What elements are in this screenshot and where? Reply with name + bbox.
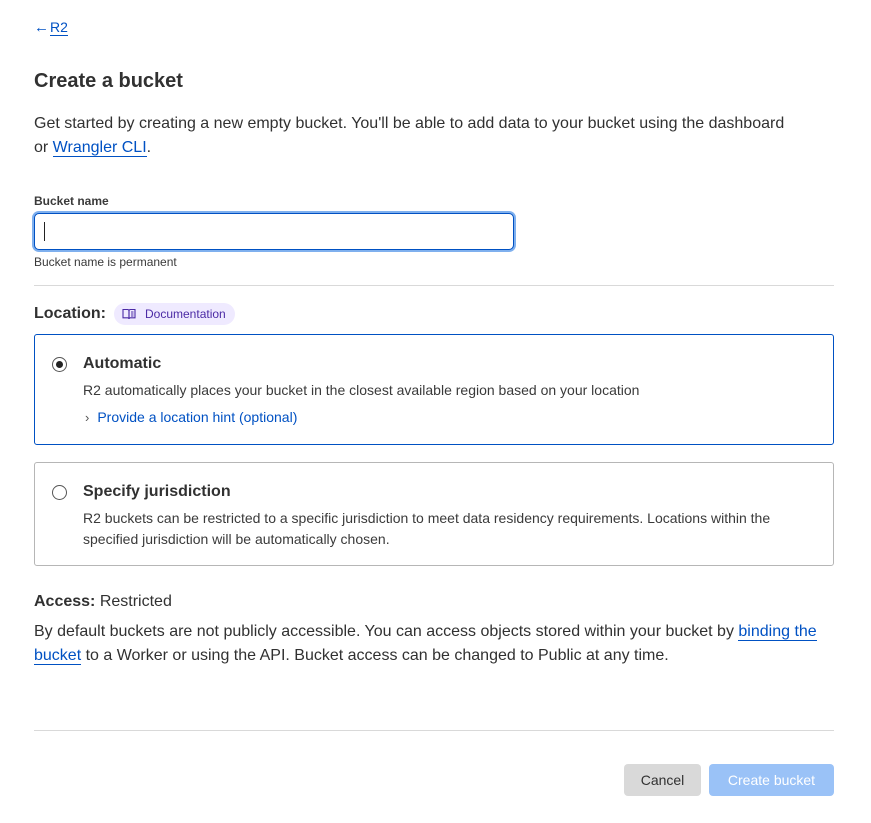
- access-desc-end: to a Worker or using the API. Bucket access can be changed to Public at any time.: [81, 647, 669, 664]
- access-description: [34, 620, 824, 668]
- create-bucket-button[interactable]: Create bucket: [709, 764, 834, 796]
- documentation-badge[interactable]: [114, 303, 235, 325]
- location-hint-toggle[interactable]: [85, 409, 297, 425]
- access-desc-start: By default buckets are not publicly accessible. You can access objects stored within your bucket by: [34, 623, 739, 640]
- bucket-name-label: Bucket name: [34, 194, 109, 208]
- page-title: Create a bucket: [34, 70, 183, 92]
- location-hint-label: Provide a location hint (optional): [97, 409, 298, 425]
- access-value: Restricted: [99, 593, 172, 610]
- bucket-name-input[interactable]: [34, 213, 514, 250]
- back-link-r2[interactable]: [34, 19, 68, 36]
- documentation-badge-label: Documentation: [145, 307, 226, 321]
- jurisdiction-title: Specify jurisdiction: [83, 483, 231, 500]
- intro-text-start: Get started by creating a new empty bucket. You'll be able to add data to your bucket using the dashboard or: [34, 115, 785, 156]
- automatic-title: Automatic: [83, 355, 162, 372]
- wrangler-cli-link[interactable]: Wrangler CLI: [52, 139, 147, 156]
- book-icon: [122, 308, 136, 320]
- access-label: Access:: [34, 593, 96, 610]
- cancel-button[interactable]: Cancel: [624, 764, 701, 796]
- location-option-jurisdiction[interactable]: [34, 462, 834, 566]
- arrow-left-icon: ←: [34, 19, 49, 36]
- automatic-description: R2 automatically places your bucket in the closest available region based on your location: [83, 382, 640, 398]
- footer-divider: [34, 730, 834, 731]
- location-label: Location:: [34, 305, 106, 322]
- location-option-automatic[interactable]: [34, 334, 834, 445]
- back-link-label[interactable]: R2: [50, 18, 68, 35]
- intro-text: [34, 112, 794, 160]
- text-cursor: [44, 222, 45, 241]
- bucket-name-help: Bucket name is permanent: [34, 255, 177, 269]
- binding-the-bucket-link[interactable]: binding the bucket: [34, 623, 817, 664]
- automatic-radio[interactable]: [52, 357, 67, 372]
- divider: [34, 285, 834, 286]
- chevron-right-icon: ›: [85, 409, 90, 425]
- intro-text-end: .: [146, 139, 152, 156]
- jurisdiction-description: R2 buckets can be restricted to a specific jurisdiction to meet data residency requirements. Locations within the specified jurisdiction will be automatically chosen.: [83, 510, 771, 547]
- jurisdiction-radio[interactable]: [52, 485, 67, 500]
- access-status: [34, 593, 172, 611]
